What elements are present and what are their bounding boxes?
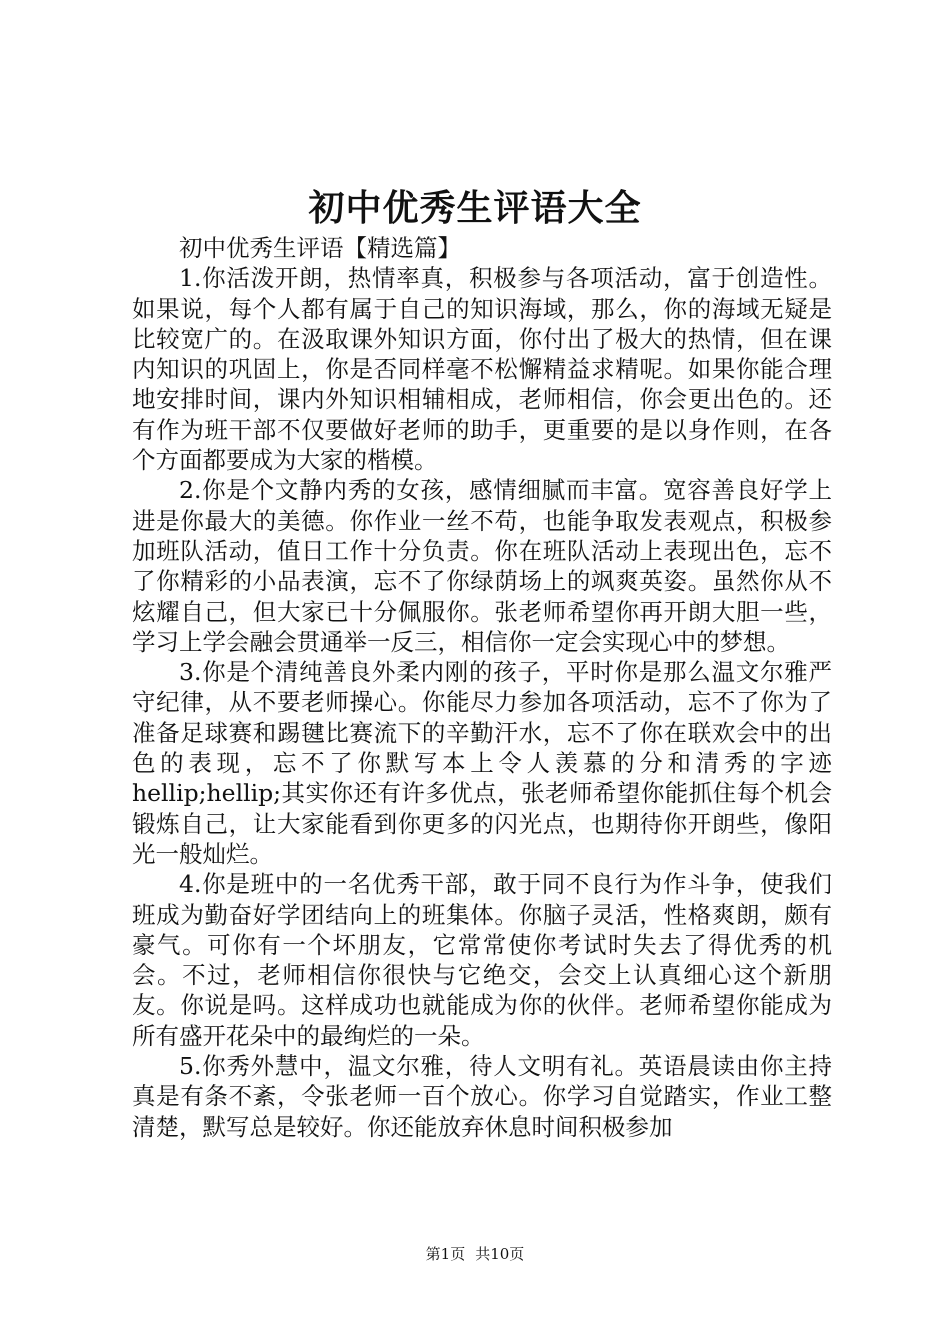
section-heading: 初中优秀生评语【精选篇】 <box>179 234 461 262</box>
comment-paragraph-5: 5.你秀外慧中，温文尔雅，待人文明有礼。英语晨读由你主持真是有条不紊，令张老师一百个放心。你学习自觉踏实，作业工整清楚，默写总是较好。你还能放弃休息时间积极参加 <box>132 1052 832 1141</box>
comment-paragraph-1: 1.你活泼开朗，热情率真，积极参与各项活动，富于创造性。如果说，每个人都有属于自己的知识海域，那么，你的海域无疑是比较宽广的。在汲取课外知识方面，你付出了极大的热情，但在课内知识的巩固上，你是否同样毫不松懈精益求精呢。如果你能合理地安排时间，课内外知识相辅相成，老师相信，你会更出色的。还有作为班干部不仅要做好老师的助手，更重要的是以身作则，在各个方面都要成为大家的楷模。 <box>132 264 832 475</box>
document-title: 初中优秀生评语大全 <box>308 187 642 229</box>
page-total: 共10页 <box>475 1245 525 1263</box>
document-body <box>132 233 832 1142</box>
comment-paragraph-3: 3.你是个清纯善良外柔内刚的孩子，平时你是那么温文尔雅严守纪律，从不要老师操心。你能尽力参加各项活动，忘不了你为了准备足球赛和踢毽比赛流下的辛勤汗水，忘不了你在联欢会中的出色的表现，忘不了你默写本上令人羡慕的分和清秀的字迹hellip;hellip;其实你还有许多优点，张老师希望你能抓住每个机会锻炼自己，让大家能看到你更多的闪光点，也期待你开朗些，像阳光一般灿烂。 <box>132 658 832 868</box>
comment-paragraph-4: 4.你是班中的一名优秀干部，敢于同不良行为作斗争，使我们班成为勤奋好学团结向上的班集体。你脑子灵活，性格爽朗，颇有豪气。可你有一个坏朋友，它常常使你考试时失去了得优秀的机会。不过，老师相信你很快与它绝交，会交上认真细心这个新朋友。你说是吗。这样成功也就能成为你的伙伴。老师希望你能成为所有盛开花朵中的最绚烂的一朵。 <box>132 870 832 1050</box>
comment-paragraph-2: 2.你是个文静内秀的女孩，感情细腻而丰富。宽容善良好学上进是你最大的美德。你作业一丝不苟，也能争取发表观点，积极参加班队活动，值日工作十分负责。你在班队活动上表现出色，忘不了你精彩的小品表演，忘不了你绿荫场上的飒爽英姿。虽然你从不炫耀自己，但大家已十分佩服你。张老师希望你再开朗大胆一些，学习上学会融会贯通举一反三，相信你一定会实现心中的梦想。 <box>132 476 832 656</box>
page-number: 第1页 <box>425 1245 466 1263</box>
page-footer <box>0 1244 950 1264</box>
